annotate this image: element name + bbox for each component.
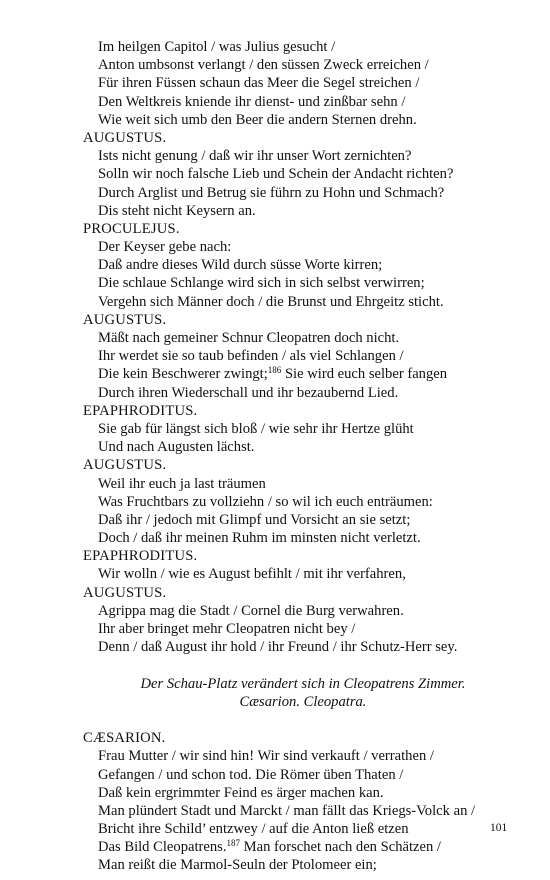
- speaker-name: PROCULEJUS.: [83, 220, 180, 237]
- verse-line: Durch ihren Wiederschall und ihr bezaubernd Lied.: [98, 384, 399, 401]
- verse-text: Man forschet nach den Schätzen /: [240, 839, 441, 856]
- verse-line: Im heilgen Capitol / was Julius gesucht /: [98, 39, 336, 55]
- verse-line: Daß ihr / jedoch mit Glimpf und Vorsicht an sie setzt;: [98, 511, 411, 528]
- drama-text: [83, 38, 533, 875]
- verse-line: [83, 838, 533, 856]
- verse-line: Solln wir noch falsche Lieb und Schein der Andacht richten?: [98, 166, 454, 183]
- verse-line: Wir wolln / wie es August befihlt / mit ihr verfahren,: [98, 566, 406, 583]
- verse-line: Für ihren Füssen schaun das Meer die Segel streichen /: [98, 75, 420, 92]
- verse-line: Den Weltkreis kniende ihr dienst- und zinßbar sehn /: [98, 93, 406, 110]
- verse-text: Sie wird euch selber fangen: [281, 366, 448, 383]
- verse-text: Das Bild Cleopatrens.: [98, 839, 227, 856]
- speaker-name: AUGUSTUS.: [83, 311, 167, 328]
- page-number: 101: [490, 822, 508, 834]
- verse-line: Mäßt nach gemeiner Schnur Cleopatren doch nicht.: [98, 330, 400, 346]
- verse-line: Weil ihr euch ja last träumen: [98, 475, 266, 492]
- verse-line: Durch Arglist und Betrug sie führn zu Hohn und Schmach?: [98, 184, 445, 201]
- verse-line: Anton umbsonst verlangt / den süssen Zweck erreichen /: [98, 57, 429, 74]
- verse-line: Was Fruchtbars zu vollziehn / so wil ich euch enträumen:: [98, 493, 433, 510]
- verse-line: Gefangen / und schon tod. Die Römer üben Thaten /: [98, 766, 404, 783]
- verse-line: Dis steht nicht Keysern an.: [98, 202, 256, 219]
- verse-line: Man plündert Stadt und Marckt / man fällt das Kriegs-Volck an /: [98, 802, 476, 819]
- verse-line: Ihr aber bringet mehr Cleopatren nicht bey /: [98, 621, 356, 637]
- verse-line: Agrippa mag die Stadt / Cornel die Burg verwahren.: [98, 602, 404, 619]
- verse-line: [83, 365, 533, 383]
- footnote-ref: 187: [226, 838, 240, 849]
- verse-line: Vergehn sich Männer doch / die Brunst und Ehrgeitz sticht.: [98, 293, 444, 310]
- blank-line: [83, 656, 533, 674]
- footnote-ref: 186: [267, 365, 282, 376]
- verse-line: Ihr werdet sie so taub befinden / als viel Schlangen /: [98, 348, 404, 365]
- verse-line: Frau Mutter / wir sind hin! Wir sind verkauft / verrathen /: [98, 748, 434, 765]
- verse-line: Ists nicht genung / daß wir ihr unser Wort zernichten?: [98, 148, 412, 165]
- verse-line: Der Keyser gebe nach:: [98, 239, 232, 256]
- verse-line: Denn / daß August ihr hold / ihr Freund / ihr Schutz-Herr sey.: [98, 639, 458, 656]
- verse-text: Die kein Beschwerer zwingt;: [98, 366, 268, 383]
- speaker-name: EPAPHRODITUS.: [83, 548, 198, 565]
- speaker-name: CÆSARION.: [83, 730, 166, 747]
- verse-line: Wie weit sich umb den Beer die andern Sternen drehn.: [98, 111, 417, 128]
- speaker-name: AUGUSTUS.: [83, 457, 167, 474]
- verse-line: Bricht ihre Schild’ entzwey / auf die Anton ließ etzen: [98, 821, 409, 838]
- verse-line: Daß kein ergrimmter Feind es ärger machen kan.: [98, 784, 384, 801]
- verse-line: Daß andre dieses Wild durch süsse Worte kirren;: [98, 257, 383, 274]
- blank-line: [83, 711, 533, 729]
- speaker-name: AUGUSTUS.: [83, 129, 167, 146]
- stage-direction: Der Schau-Platz verändert sich in Cleopatrens Zimmer.: [140, 675, 466, 692]
- stage-direction: Cæsarion. Cleopatra.: [239, 693, 367, 710]
- speaker-name: EPAPHRODITUS.: [83, 402, 198, 419]
- verse-line: Man reißt die Marmol-Seuln der Ptolomeer ein;: [98, 857, 377, 874]
- speaker-name: AUGUSTUS.: [83, 584, 167, 601]
- verse-line: Doch / daß ihr meinen Ruhm im minsten nicht verletzt.: [98, 530, 421, 547]
- verse-line: Die schlaue Schlange wird sich in sich selbst verwirren;: [98, 275, 425, 292]
- verse-line: Sie gab für längst sich bloß / wie sehr ihr Hertze glüht: [98, 420, 414, 437]
- verse-line: Und nach Augusten lächst.: [98, 439, 255, 456]
